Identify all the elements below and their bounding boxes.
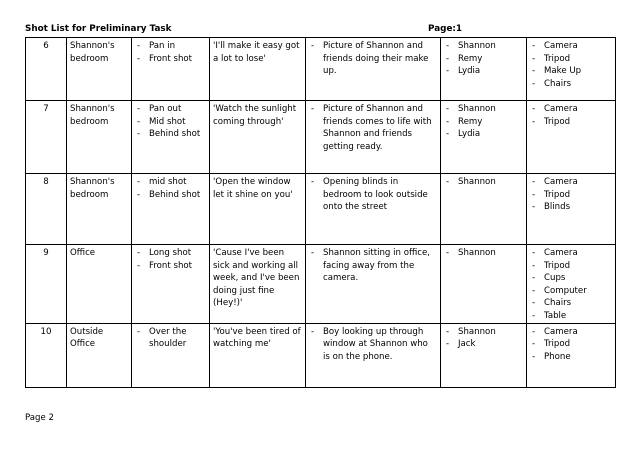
shot-list-table — [25, 37, 616, 388]
actors-cell-list — [444, 40, 523, 78]
description-cell — [306, 174, 441, 245]
props-cell-list — [530, 247, 612, 323]
description-cell-list — [309, 247, 437, 285]
list-item: - Behind shot — [135, 128, 206, 141]
description-cell-list — [309, 40, 437, 78]
lyric-cell: 'I'll make it easy got a lot to lose' — [210, 38, 306, 101]
list-item: - mid shot — [135, 176, 206, 189]
list-item: - Pan out — [135, 103, 206, 116]
list-item: - Long shot — [135, 247, 206, 260]
props-cell — [527, 101, 616, 174]
list-item: - Pan in — [135, 40, 206, 53]
shot-number-cell: 6 — [26, 38, 67, 101]
location-cell: Shannon's bedroom — [67, 38, 132, 101]
actors-cell — [441, 174, 527, 245]
actors-cell — [441, 323, 527, 387]
props-cell — [527, 323, 616, 387]
list-item: - Front shot — [135, 53, 206, 66]
props-cell-list — [530, 176, 612, 214]
description-cell-list — [309, 103, 437, 153]
list-item: - Phone — [530, 351, 612, 364]
actors-cell — [441, 38, 527, 101]
actors-cell-list — [444, 103, 523, 141]
shot-number-cell: 9 — [26, 245, 67, 324]
list-item: - Chairs — [530, 78, 612, 91]
list-item: - Camera — [530, 176, 612, 189]
page-footer: Page 2 — [25, 413, 55, 423]
list-item: - Front shot — [135, 260, 206, 273]
description-cell-list — [309, 326, 437, 364]
shot-type-cell-list — [135, 103, 206, 141]
list-item: - Shannon — [444, 40, 523, 53]
shot-number-cell: 8 — [26, 174, 67, 245]
props-cell-list — [530, 326, 612, 364]
list-item: - Over the shoulder — [135, 326, 206, 351]
list-item: - Opening blinds in bedroom to look outside onto the street — [309, 176, 437, 214]
list-item: - Camera — [530, 103, 612, 116]
description-cell — [306, 101, 441, 174]
list-item: - Jack — [444, 338, 523, 351]
list-item: - Shannon — [444, 247, 523, 260]
actors-cell-list — [444, 176, 523, 189]
props-cell — [527, 245, 616, 324]
list-item: - Remy — [444, 53, 523, 66]
table-row — [26, 38, 616, 101]
list-item: - Lydia — [444, 65, 523, 78]
shot-list-body — [26, 38, 616, 388]
list-item: - Camera — [530, 326, 612, 339]
page-number-label: Page:1 — [428, 24, 463, 34]
lyric-cell: 'You've been tired of watching me' — [210, 323, 306, 387]
description-cell-list — [309, 176, 437, 214]
location-cell: Office — [67, 245, 132, 324]
shot-type-cell — [132, 323, 210, 387]
list-item: - Table — [530, 310, 612, 323]
shot-number-cell: 7 — [26, 101, 67, 174]
list-item: - Picture of Shannon and friends doing their make up. — [309, 40, 437, 78]
shot-type-cell-list — [135, 40, 206, 65]
shot-type-cell-list — [135, 326, 206, 351]
description-cell — [306, 245, 441, 324]
list-item: - Cups — [530, 272, 612, 285]
description-cell — [306, 323, 441, 387]
shot-type-cell — [132, 174, 210, 245]
props-cell — [527, 38, 616, 101]
shot-type-cell — [132, 38, 210, 101]
actors-cell-list — [444, 326, 523, 351]
document-header — [25, 24, 614, 37]
shot-type-cell-list — [135, 247, 206, 272]
list-item: - Camera — [530, 40, 612, 53]
location-cell: Shannon's bedroom — [67, 101, 132, 174]
list-item: - Computer — [530, 285, 612, 298]
table-row — [26, 323, 616, 387]
list-item: - Boy looking up through window at Shannon who is on the phone. — [309, 326, 437, 364]
document-title: Shot List for Preliminary Task — [25, 24, 172, 34]
list-item: - Behind shot — [135, 189, 206, 202]
lyric-cell: 'Cause I've been sick and working all week, and I've been doing just fine (Hey!)' — [210, 245, 306, 324]
list-item: - Mid shot — [135, 116, 206, 129]
actors-cell — [441, 245, 527, 324]
shot-type-cell-list — [135, 176, 206, 201]
list-item: - Lydia — [444, 128, 523, 141]
actors-cell — [441, 101, 527, 174]
lyric-cell: 'Watch the sunlight coming through' — [210, 101, 306, 174]
list-item: - Tripod — [530, 116, 612, 129]
description-cell — [306, 38, 441, 101]
list-item: - Tripod — [530, 53, 612, 66]
props-cell — [527, 174, 616, 245]
lyric-cell: 'Open the window let it shine on you' — [210, 174, 306, 245]
list-item: - Shannon — [444, 326, 523, 339]
list-item: - Shannon sitting in office, facing away from the camera. — [309, 247, 437, 285]
location-cell: Outside Office — [67, 323, 132, 387]
list-item: - Make Up — [530, 65, 612, 78]
list-item: - Tripod — [530, 338, 612, 351]
props-cell-list — [530, 103, 612, 128]
shot-type-cell — [132, 101, 210, 174]
table-row — [26, 101, 616, 174]
list-item: - Remy — [444, 116, 523, 129]
list-item: - Picture of Shannon and friends comes to life with Shannon and friends getting ready. — [309, 103, 437, 153]
list-item: - Shannon — [444, 176, 523, 189]
shot-number-cell: 10 — [26, 323, 67, 387]
table-row — [26, 174, 616, 245]
location-cell: Shannon's bedroom — [67, 174, 132, 245]
list-item: - Chairs — [530, 297, 612, 310]
actors-cell-list — [444, 247, 523, 260]
list-item: - Tripod — [530, 260, 612, 273]
shot-type-cell — [132, 245, 210, 324]
list-item: - Shannon — [444, 103, 523, 116]
props-cell-list — [530, 40, 612, 90]
table-row — [26, 245, 616, 324]
list-item: - Blinds — [530, 201, 612, 214]
list-item: - Tripod — [530, 189, 612, 202]
list-item: - Camera — [530, 247, 612, 260]
